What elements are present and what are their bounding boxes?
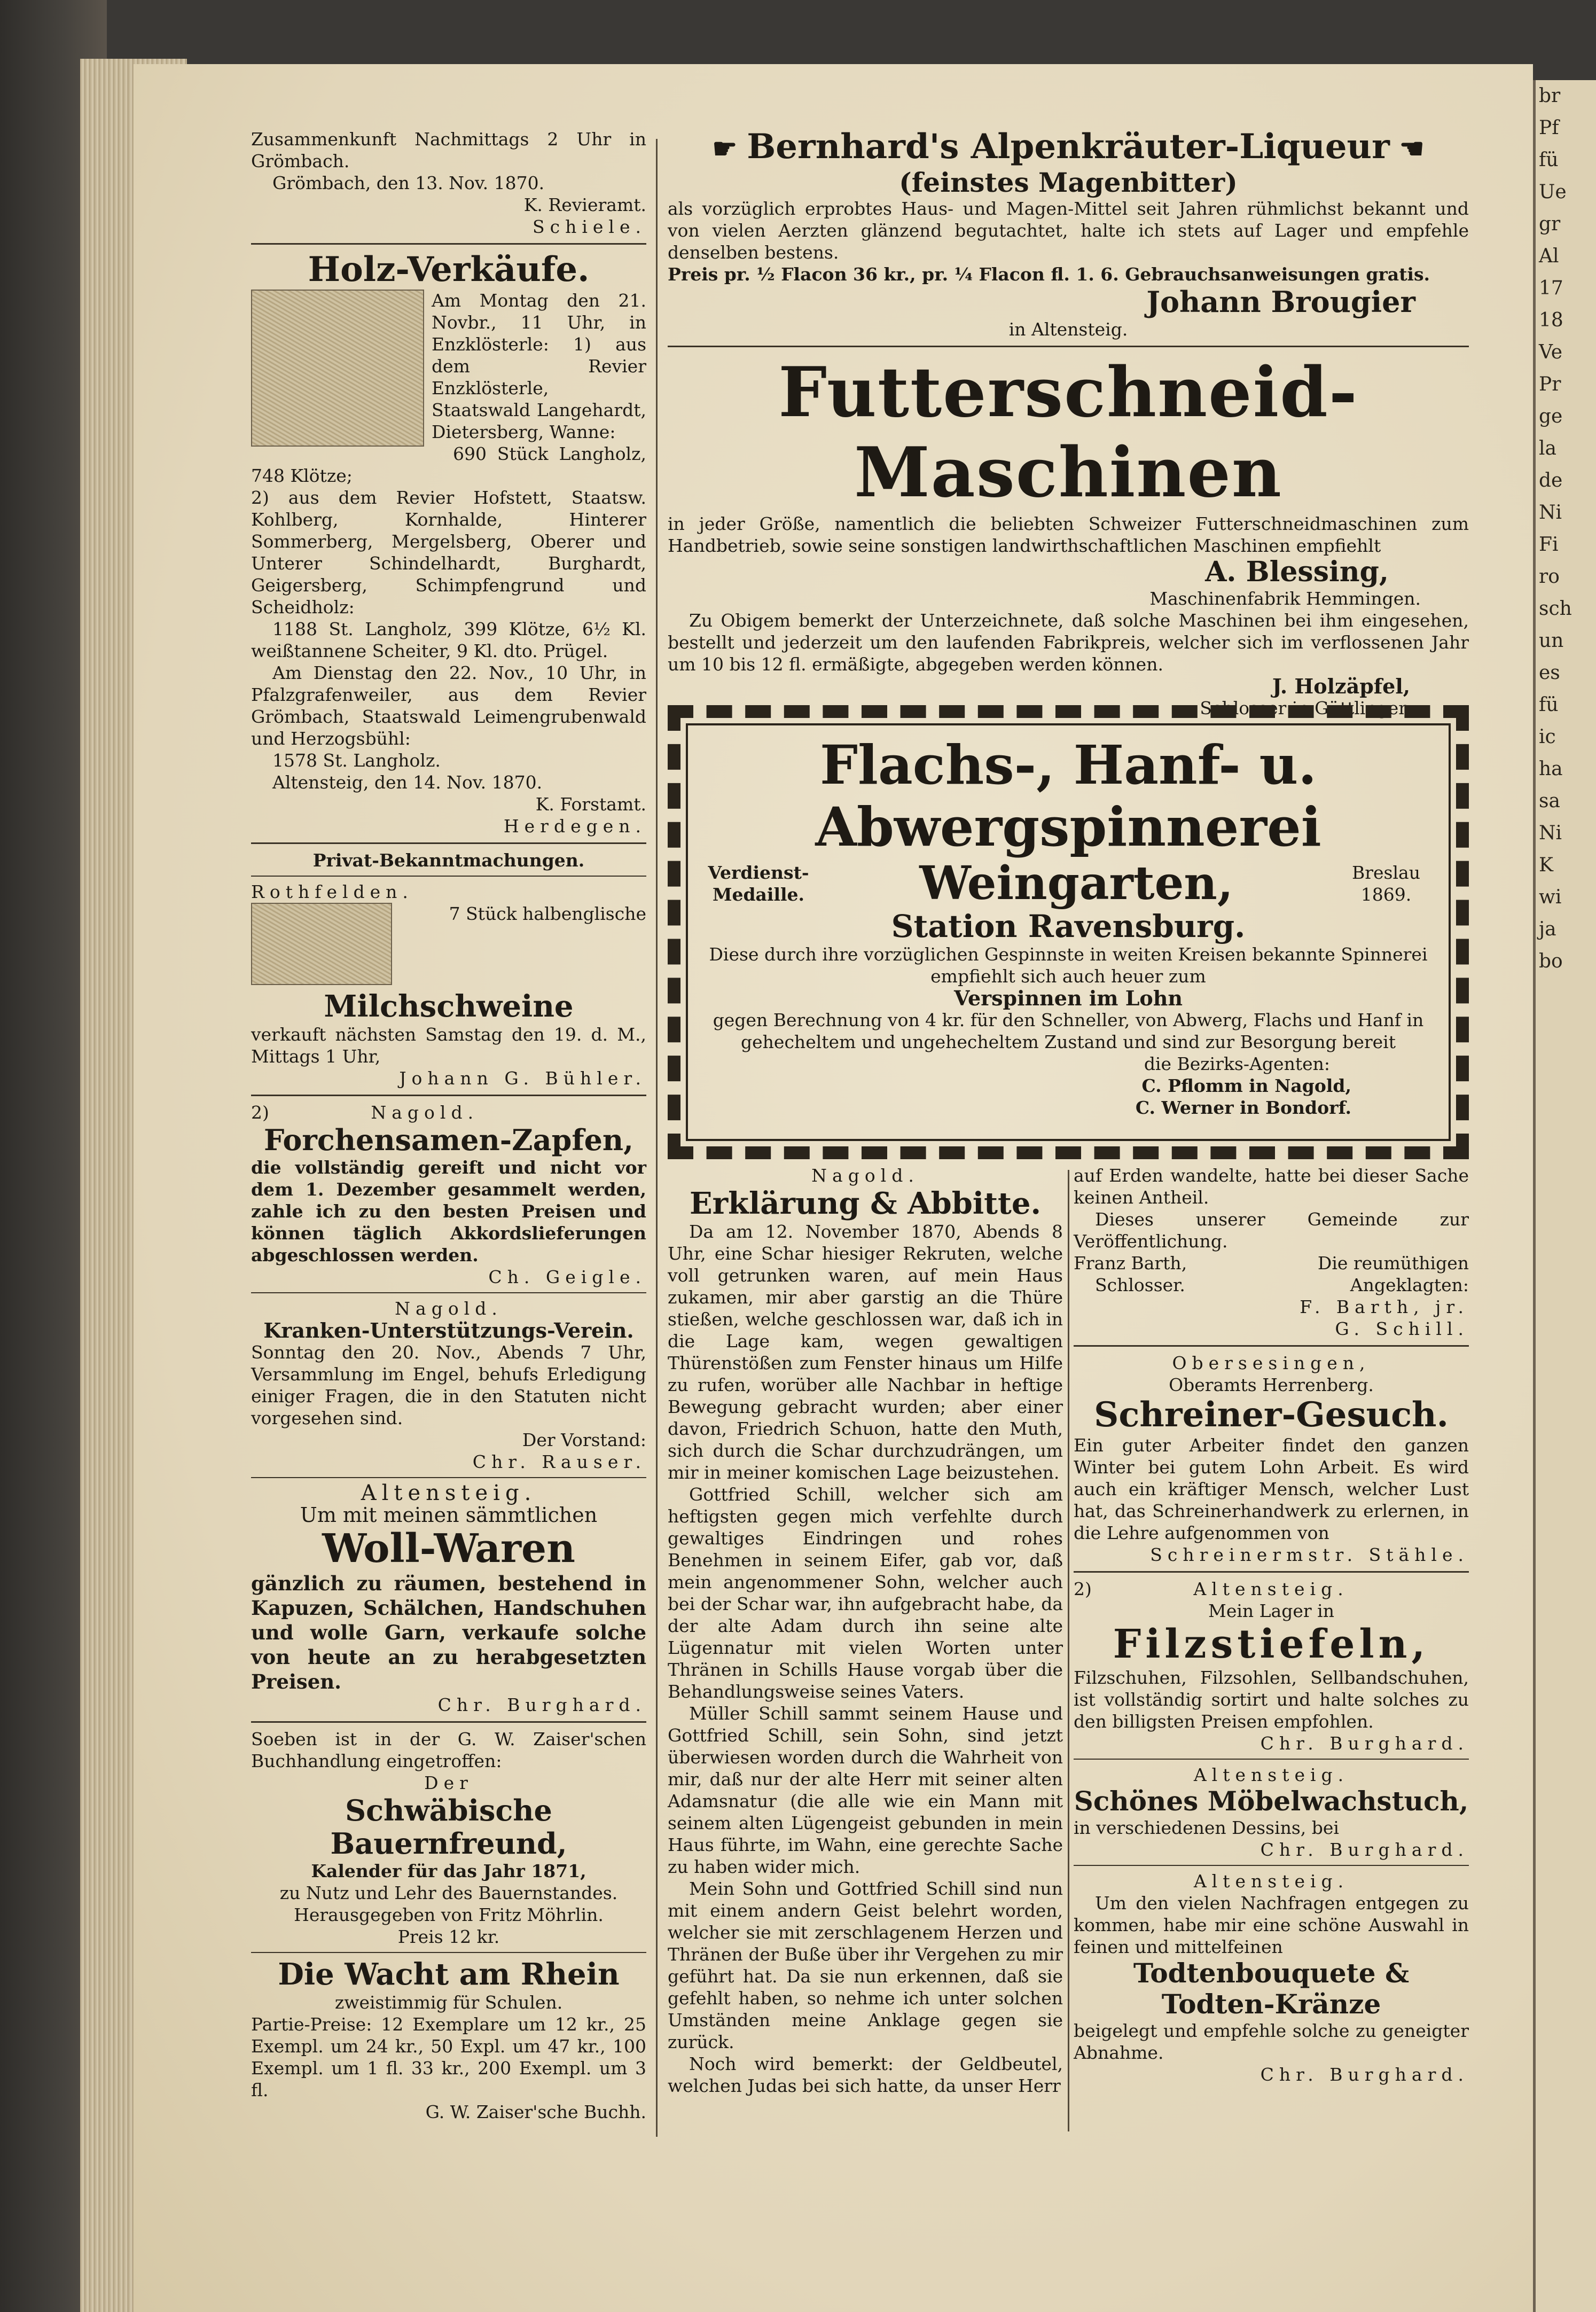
wacht-title: Die Wacht am Rhein xyxy=(278,1957,620,1992)
middle-column-2 xyxy=(1074,1165,1469,2086)
signature-barth-role: Schlosser. xyxy=(1095,1275,1185,1295)
erklaerung-para: Noch wird bemerkt: der Geldbeutel, welchen Judas bei sich hatte, da unser Herr xyxy=(668,2053,1063,2096)
notice-number-text: 2) xyxy=(251,1102,269,1123)
signature-accused: Die reumüthigen xyxy=(1317,1253,1469,1274)
divider xyxy=(251,1477,646,1478)
pointing-hand-icon: ☚ xyxy=(1389,132,1425,165)
meeting-office: K. Revieramt. xyxy=(523,194,646,215)
meeting-date: Grömbach, den 13. Nov. 1870. xyxy=(272,173,545,193)
next-page-fragment: ha xyxy=(1539,758,1563,780)
divider xyxy=(251,1095,646,1096)
holzapfel-place: Schlosser in Güttlingen. xyxy=(1200,698,1415,718)
schreiner-title: Schreiner-Gesuch. xyxy=(1094,1395,1449,1435)
next-page-fragment: br xyxy=(1539,85,1561,107)
divider xyxy=(251,842,646,844)
next-page-fragment: ja xyxy=(1539,918,1556,940)
bernhard-title xyxy=(668,128,1469,168)
moebel-signature: Chr. Burghard. xyxy=(1260,1839,1469,1860)
holz-text: Am Dienstag den 22. Nov., 10 Uhr, in Pfalzgrafenweiler, aus dem Revier Grömbach, Staatswald Leimengrubenwald und Herzogsbühl: xyxy=(251,662,646,749)
left-column xyxy=(251,128,646,2123)
divider xyxy=(251,1952,646,1953)
next-page-fragment: bo xyxy=(1539,950,1563,972)
spinnerei-text: Diese durch ihre vorzüglichen Gespinnste in weiten Kreisen bekannte Spinnerei empfiehlt sich auch heuer zum xyxy=(709,944,1428,987)
erklaerung-para: Mein Sohn und Gottfried Schill sind nun mit einem andern Geist belehrt worden, welcher sie mit zerschlagenem Herzen und Thränen der Buße über ihr Vergehen zu mir geführt hat. Da sie nun erkennen, daß sie gefehlt haben, so nehme ich unter solchen Umständen meine Anklage gegen sie zurück. xyxy=(668,1878,1063,2052)
schreiner-sub: Oberamts Herrenberg. xyxy=(1169,1374,1374,1395)
bernhard-title-text: Bernhard's Alpenkräuter-Liqueur xyxy=(747,127,1390,167)
wollwaren-signature: Chr. Burghard. xyxy=(437,1694,646,1715)
divider xyxy=(1074,1345,1469,1347)
erklaerung-signatures xyxy=(1074,1252,1469,1340)
forchensamen-title: Forchensamen-Zapfen, xyxy=(264,1123,633,1157)
todten-place: Altensteig. xyxy=(1193,1871,1349,1892)
signature-accused: Angeklagten: xyxy=(1350,1275,1469,1295)
spinnerei-header-row xyxy=(700,858,1437,909)
book-title: Schwäbische Bauernfreund, xyxy=(330,1793,567,1861)
erklaerung-continued: auf Erden wandelte, hatte bei dieser Sache keinen Antheil. xyxy=(1074,1165,1469,1208)
nagold-place: Nagold. xyxy=(395,1298,503,1319)
rothfelden-place: Rothfelden. xyxy=(251,881,413,902)
blessing-signature: A. Blessing, xyxy=(1205,556,1389,588)
holz-signature: Herdegen. xyxy=(503,816,646,837)
erklaerung-para: Gottfried Schill, welcher sich am heftigsten gegen mich verfehlte durch gewaltiges Eindringen und rohes Benehmen in seinem Eifer, gab vor, daß mein angenommener Sohn, welcher auch bei der Schar war, ihn aufgebracht habe, da der alte Adam durch ihn seine alte Lügennatur mit vielen Worten unter Thränen in Schills Hause vorgab über die Behandlungsweise seines Vaters. xyxy=(668,1484,1063,1702)
rothfelden-title: Milchschweine xyxy=(324,989,574,1024)
next-page-fragment: ic xyxy=(1539,726,1556,748)
filz-heading xyxy=(1074,1578,1469,1600)
bernhard-price: Preis pr. ½ Flacon 36 kr., pr. ¼ Flacon fl. 1. 6. Gebrauchsanweisungen gratis. xyxy=(668,264,1430,285)
next-page-fragment: Ni xyxy=(1539,822,1562,844)
notice-number xyxy=(251,1102,646,1123)
agent-werner: C. Werner in Bondorf. xyxy=(1135,1097,1351,1118)
right-top-column xyxy=(668,128,1469,719)
book-price: Preis 12 kr. xyxy=(397,1926,500,1947)
erklaerung-para: Da am 12. November 1870, Abends 8 Uhr, eine Schar hiesiger Rekruten, welche voll getrunken waren, auf mein Haus zukamen, mir aber garstig an die Thüre stießen, welche geschlossen war, daß ich in die Lage kam, wegen gewaltigen Thürenstößen zum Fenster hinaus um Hilfe zu rufen, worüber alle Nachbar in heftige Bewegung gebracht wurden; aber einer davon, Friedrich Schuon, hatte den Muth, sich durch die Schar durchzudrängen, um mir in meiner komischen Lage beizustehen. xyxy=(668,1221,1063,1483)
next-page-fragment: Ni xyxy=(1539,502,1562,524)
nagold-place: Nagold. xyxy=(371,1102,479,1123)
schreiner-signature: Schreinermstr. Stähle. xyxy=(1150,1544,1469,1565)
todten-signature: Chr. Burghard. xyxy=(1260,2064,1469,2085)
blessing-firm: Maschinenfabrik Hemmingen. xyxy=(1149,588,1421,609)
next-page-fragment: Pr xyxy=(1539,373,1561,395)
rothfelden-text: verkauft nächsten Samstag den 19. d. M., Mittags 1 Uhr, xyxy=(251,1024,646,1067)
next-page-fragment: Ve xyxy=(1539,341,1562,363)
next-page-fragment: wi xyxy=(1539,886,1562,908)
divider xyxy=(251,1721,646,1723)
holz-text: 2) aus dem Revier Hofstett, Staatsw. Kohlberg, Kornhalde, Hinterer Sommerberg, Mergelsberg, Oberer und Unterer Schindelhardt, Burghardt, Geigersberg, Schimpfengrund und Scheidholz: xyxy=(251,487,646,618)
book-intro: Soeben ist in der G. W. Zaiser'schen Buchhandlung eingetroffen: xyxy=(251,1729,646,1771)
erklaerung-para: Müller Schill sammt seinem Hause und Gottfried Schill, sein Sohn, sind jetzt überwiesen worden durch die Wahrheit von mir, daß nur der alte Herr mit seiner alten Adamsnatur (die alle wie ein Mann mit seinem alten Lügengeist gebunden in mein Haus führte, im Wahn, eine gerechte Sache zu haben wider mich. xyxy=(668,1703,1063,1877)
spinnerei-place: Weingarten, xyxy=(919,856,1233,910)
moebel-place: Altensteig. xyxy=(1193,1764,1349,1785)
next-page-fragment: ge xyxy=(1539,405,1563,427)
schreiner-place: Obersesingen, xyxy=(1172,1353,1371,1373)
kranken-title: Kranken-Unterstützungs-Verein. xyxy=(263,1318,634,1342)
moebel-text: in verschiedenen Dessins, bei xyxy=(1074,1817,1339,1838)
kranken-signature: Chr. Rauser. xyxy=(472,1451,646,1472)
signature-barth: Franz Barth, xyxy=(1074,1253,1187,1274)
next-page-fragment: la xyxy=(1539,438,1556,459)
holzapfel-signature: J. Holzäpfel, xyxy=(1272,674,1410,698)
filz-place: Altensteig. xyxy=(1193,1579,1349,1599)
wollwaren-line: Um mit meinen sämmtlichen xyxy=(300,1503,598,1527)
bernhard-text: als vorzüglich erprobtes Haus- und Magen-Mittel seit Jahren rühmlichst bekannt und von vielen Aerzten glänzend begutachtet, halte ich stets auf Lager und empfehle denselben bestens. xyxy=(668,198,1469,263)
next-page-fragment: fü xyxy=(1539,149,1559,171)
next-page-fragment: Ue xyxy=(1539,181,1567,203)
filz-number: 2) xyxy=(1074,1579,1092,1599)
next-page-fragment: Al xyxy=(1539,245,1559,267)
todten-text: beigelegt und empfehle solche zu geneigter Abnahme. xyxy=(1074,2020,1469,2063)
agent-pflomm: C. Pflomm in Nagold, xyxy=(1141,1075,1351,1096)
signature-accused: F. Barth, jr. xyxy=(1300,1296,1469,1317)
todten-text: Um den vielen Nachfragen entgegen zu kommen, habe mir eine schöne Auswahl in feinen und mittelfeinen xyxy=(1074,1893,1469,1957)
next-page-fragment: K xyxy=(1539,854,1553,876)
brougier-place: in Altensteig. xyxy=(1008,319,1128,340)
medal-right: Breslau 1869. xyxy=(1352,862,1420,905)
forchensamen-signature: Ch. Geigle. xyxy=(488,1267,646,1287)
filz-text: Filzschuhen, Filzsohlen, Sellbandschuhen, ist vollständig sortirt und halte solches zu den billigsten Preisen empfohlen. xyxy=(1074,1667,1469,1732)
divider xyxy=(251,1292,646,1293)
rothfelden-text: 7 Stück halbenglische xyxy=(449,903,646,924)
divider xyxy=(1074,1865,1469,1866)
next-page-fragment: fü xyxy=(1539,694,1559,716)
holz-text: 690 Stück Langholz, 748 Klötze; xyxy=(251,443,646,486)
signature-left xyxy=(1074,1252,1187,1340)
wollwaren-title: Woll-Waren xyxy=(322,1526,575,1572)
wollwaren-text: gänzlich zu räumen, bestehend in Kapuzen, Schälchen, Handschuhen und wolle Garn, verkaufe solche von heute an zu herabgesetzten Preisen. xyxy=(251,1572,646,1693)
next-page-fragment: gr xyxy=(1539,213,1561,235)
next-page-fragment: es xyxy=(1539,662,1560,684)
futter-text2: Zu Obigem bemerkt der Unterzeichnete, daß solche Maschinen bei ihm eingesehen, bestellt und jederzeit um den laufenden Fabrikpreis, welcher sich im verflossenen Jahr um 10 bis 12 fl. ermäßigte, abgegeben werden können. xyxy=(668,610,1469,675)
forest-woodcut-image xyxy=(251,290,424,447)
spinnerei-text: gegen Berechnung von 4 kr. für den Schneller, von Abwerg, Flachs und Hanf in gehecheltem und ungehecheltem Zustand und sind zur Besorgung bereit xyxy=(713,1010,1424,1052)
moebel-title: Schönes Möbelwachstuch, xyxy=(1074,1785,1469,1817)
medal-left: Verdienst-Medaille. xyxy=(708,862,809,905)
wacht-signature: G. W. Zaiser'sche Buchh. xyxy=(425,2102,646,2122)
middle-column-1 xyxy=(668,1165,1063,2097)
next-page-edge xyxy=(1533,80,1596,2312)
book-text: zu Nutz und Lehr des Bauernstandes. Herausgegeben von Fritz Möhrlin. xyxy=(279,1883,618,1925)
todten-title: Todtenbouquete & Todten-Kränze xyxy=(1133,1957,1410,2020)
signature-right xyxy=(1300,1252,1469,1340)
private-notices-heading: Privat-Bekanntmachungen. xyxy=(312,850,585,871)
holz-text: 1578 St. Langholz. xyxy=(272,750,441,771)
filz-line: Mein Lager in xyxy=(1208,1600,1334,1621)
altensteig-place: Altensteig. xyxy=(361,1481,537,1505)
book-der: Der xyxy=(424,1772,473,1793)
holz-text: 1188 St. Langholz, 399 Klötze, 6½ Kl. weißtannene Scheiter, 9 Kl. dto. Prügel. xyxy=(251,619,646,661)
divider xyxy=(1074,1759,1469,1760)
brougier-signature: Johann Brougier xyxy=(1146,285,1415,319)
next-page-fragment: Pf xyxy=(1539,117,1559,139)
book-subtitle: Kalender für das Jahr 1871, xyxy=(311,1861,586,1881)
pig-woodcut-image xyxy=(251,903,392,985)
erklaerung-note: Dieses unserer Gemeinde zur Veröffentlichung. xyxy=(1074,1209,1469,1252)
spinnerei-agents: die Bezirks-Agenten: xyxy=(1144,1053,1330,1074)
signature-accused: G. Schill. xyxy=(1335,1318,1469,1339)
holz-text: Am Montag den 21. Novbr., 11 Uhr, in Enzklösterle: 1) aus dem Revier Enzklösterle, Staatswald Langehardt, Dietersberg, Wanne: xyxy=(432,290,646,442)
forchensamen-text: die vollständig gereift und nicht vor dem 1. Dezember gesammelt werden, zahle ich zu den besten Preisen und können täglich Akkordslieferungen abgeschlossen werden. xyxy=(251,1157,646,1266)
divider xyxy=(251,876,646,877)
bernhard-subtitle: (feinstes Magenbitter) xyxy=(899,167,1238,198)
futter-text: in jeder Größe, namentlich die beliebten Schweizer Futterschneidmaschinen zum Handbetrieb, sowie seine sonstigen landwirthschaftlichen Maschinen empfiehlt xyxy=(668,513,1469,556)
next-page-fragment: 18 xyxy=(1539,309,1563,331)
next-page-fragment: Fi xyxy=(1539,534,1559,556)
filz-title: Filzstiefeln, xyxy=(1113,1621,1430,1667)
wacht-text: Partie-Preise: 12 Exemplare um 12 kr., 25 Exempl. um 24 kr., 50 Expl. um 47 kr., 100 Exempl. um 1 fl. 33 kr., 200 Exempl. um 3 fl. xyxy=(251,2014,646,2100)
next-page-fragment: 17 xyxy=(1539,277,1563,299)
spinnerei-ad-box xyxy=(668,705,1469,1159)
filz-signature: Chr. Burghard. xyxy=(1260,1733,1469,1754)
next-page-fragment: ro xyxy=(1539,566,1560,588)
meeting-signature: Schiele. xyxy=(533,216,646,237)
spinnerei-title: Flachs-, Hanf- u. Abwergspinnerei xyxy=(815,733,1321,858)
divider xyxy=(1074,1571,1469,1573)
schreiner-text: Ein guter Arbeiter findet den ganzen Winter bei gutem Lohn Arbeit. Es wird auch ein kräftiger Mensch, welcher Lust hat, das Schreinerhandwerk zu erlernen, in die Lehre aufgenommen von xyxy=(1074,1435,1469,1543)
next-page-fragment: sa xyxy=(1539,790,1560,812)
kranken-text: Sonntag den 20. Nov., Abends 7 Uhr, Versammlung im Engel, behufs Erledigung einiger Fragen, die in den Statuten nicht vorgesehen sind. xyxy=(251,1342,646,1428)
pointing-hand-icon: ☛ xyxy=(712,132,747,165)
next-page-fragment: sch xyxy=(1539,598,1572,620)
futter-title: Futterschneid-Maschinen xyxy=(778,353,1358,513)
next-page-fragment: un xyxy=(1539,630,1564,652)
holz-office: K. Forstamt. xyxy=(535,794,646,815)
divider xyxy=(668,346,1469,347)
holz-title: Holz-Verkäufe. xyxy=(308,249,590,290)
wacht-subtitle: zweistimmig für Schulen. xyxy=(334,1992,563,2013)
spinnerei-station: Station Ravensburg. xyxy=(891,908,1246,944)
column-rule xyxy=(656,139,658,2137)
erklaerung-title: Erklärung & Abbitte. xyxy=(689,1186,1042,1221)
next-page-fragment: de xyxy=(1539,470,1563,491)
column-rule xyxy=(1068,1170,1069,2131)
erklaerung-place: Nagold. xyxy=(811,1165,919,1186)
meeting-line: Zusammenkunft Nachmittags 2 Uhr in Grömbach. xyxy=(251,129,646,171)
rothfelden-signature: Johann G. Bühler. xyxy=(399,1068,646,1089)
divider xyxy=(251,243,646,245)
kranken-signature: Der Vorstand: xyxy=(522,1430,646,1450)
holz-date: Altensteig, den 14. Nov. 1870. xyxy=(272,772,543,793)
spinnerei-lohn: Verspinnen im Lohn xyxy=(953,986,1183,1010)
